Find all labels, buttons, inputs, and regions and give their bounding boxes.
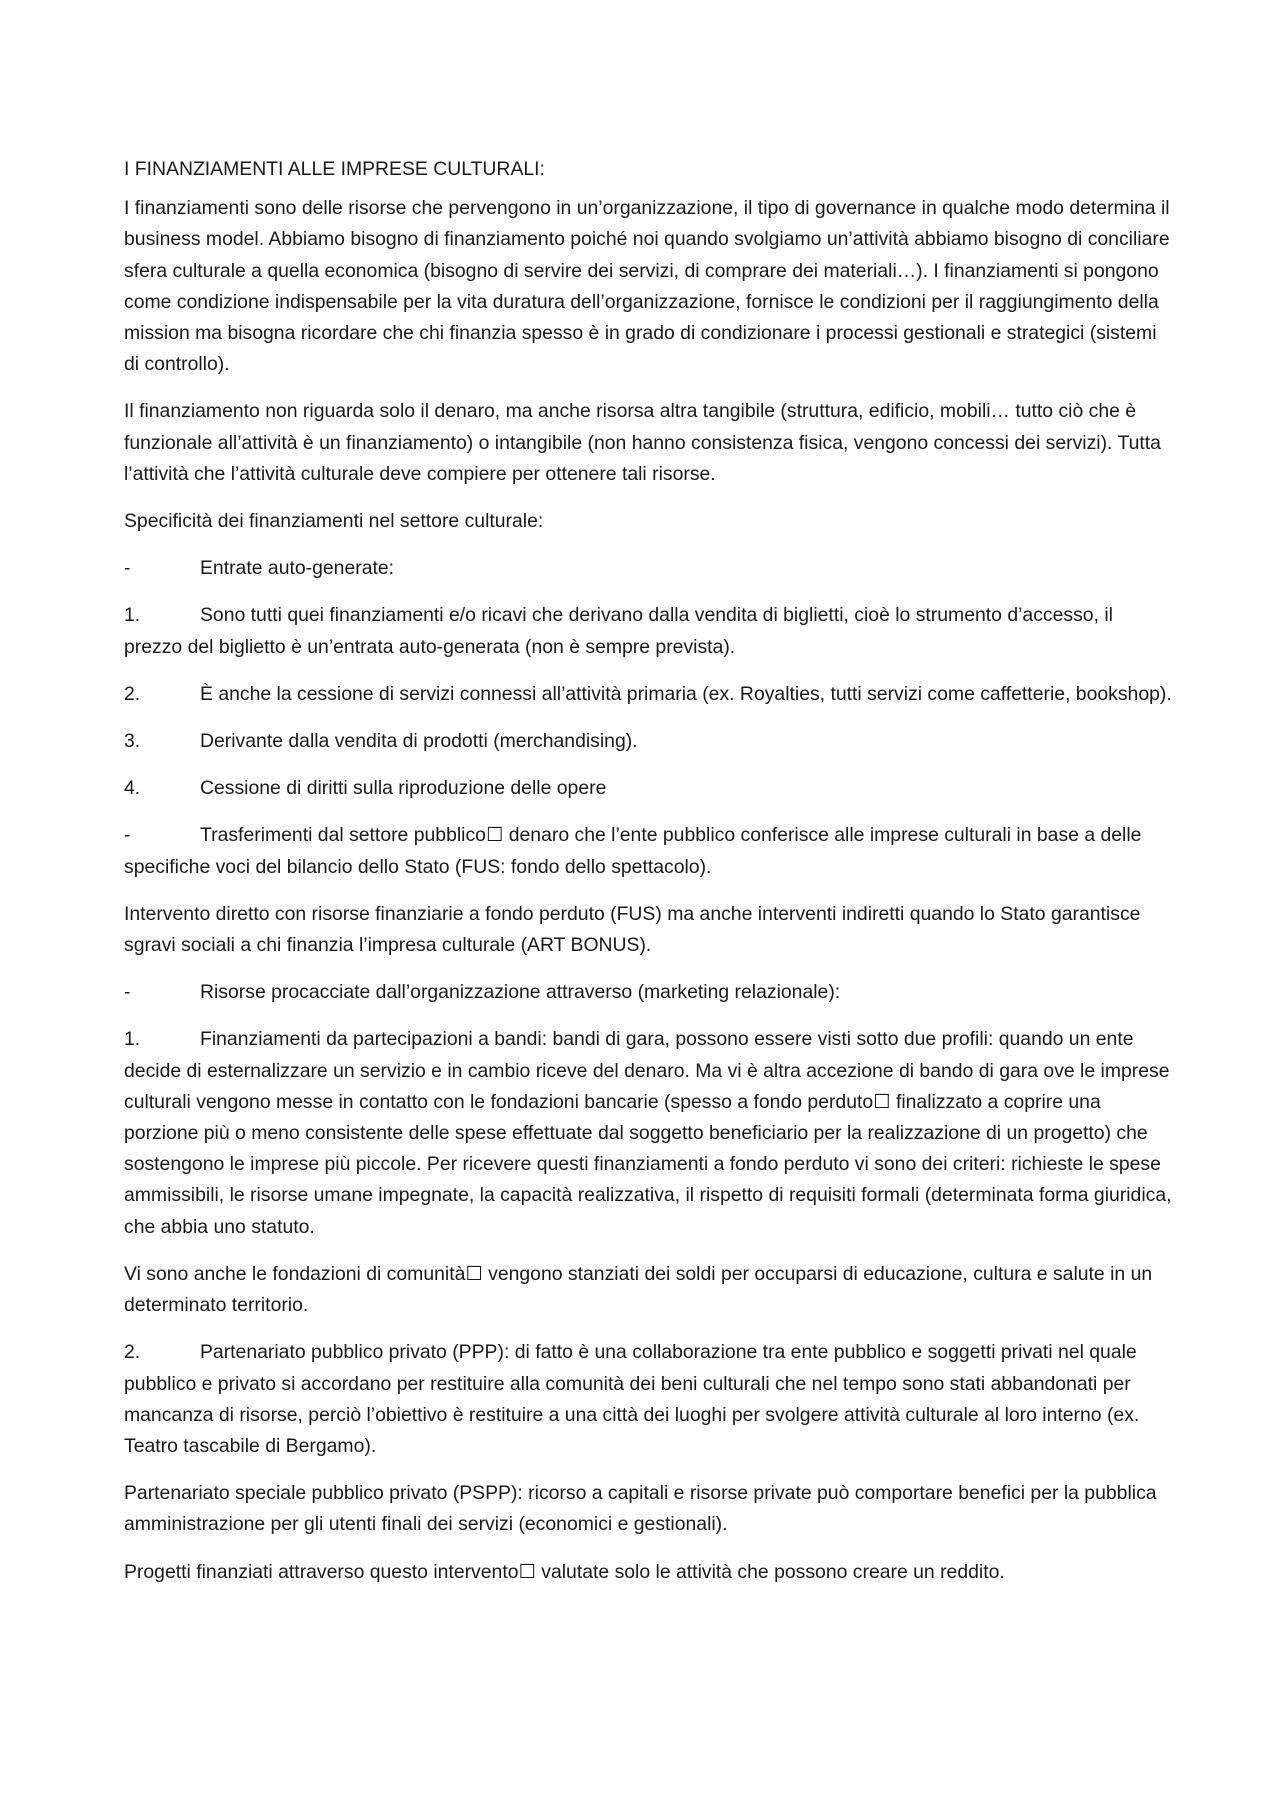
list-item-text: Trasferimenti dal settore pubblico☐ denaro che l’ente pubblico conferisce alle imprese culturali in base a delle specifiche voci del bilancio dello Stato (FUS: fondo dello spettacolo). <box>124 824 1142 878</box>
paragraph-intro: I finanziamenti sono delle risorse che pervengono in un’organizzazione, il tipo di governance in qualche modo determina il business model. Abbiamo bisogno di finanziamento poiché noi quando svolgiamo un’attività abbiamo bisogno di conciliare sfera culturale a quella economica (bisogno di servire dei servizi, di comprare dei materiali…). I finanziamenti si pongono come condizione indispensabile per la vita duratura dell’organizzazione, fornisce le condizioni per il raggiungimento della mission ma bisogna ricordare che chi finanzia spesso è in grado di condizionare i processi gestionali e strategici (sistemi di controllo). <box>124 197 1170 376</box>
paragraph-community-foundations: Vi sono anche le fondazioni di comunità☐ vengono stanziati dei soldi per occuparsi di educazione, cultura e salute in un determinato territorio. <box>124 1262 1153 1317</box>
list-item-text: Sono tutti quei finanziamenti e/o ricavi che derivano dalla vendita di biglietti, cioè lo strumento d’accesso, il prezzo del biglietto è un’entrata auto-generata (non è sempre prevista). <box>124 604 1113 658</box>
list-item-numbered <box>124 773 1176 804</box>
list-item-text: Derivante dalla vendita di prodotti (merchandising). <box>200 730 638 753</box>
list-item-text: Risorse procacciate dall’organizzazione attraverso (marketing relazionale): <box>200 981 841 1004</box>
list-item-text: Entrate auto-generate: <box>200 557 395 580</box>
paragraph-funded-projects: Progetti finanziati attraverso questo intervento☐ valutate solo le attività che possono creare un reddito. <box>124 1560 1005 1583</box>
paragraph-direct-intervention: Intervento diretto con risorse finanziarie a fondo perduto (FUS) ma anche interventi indiretti quando lo Stato garantisce sgravi sociali a chi finanzia l’impresa culturale (ART BONUS). <box>124 902 1141 957</box>
list-item-numbered <box>124 679 1176 710</box>
list-marker: 1. <box>124 1028 141 1051</box>
list-item-dash <box>124 820 1176 882</box>
list-item-numbered <box>124 1024 1176 1242</box>
list-item-text: Partenariato pubblico privato (PPP): di fatto è una collaborazione tra ente pubblico e soggetti privati nel quale pubblico e privato si accordano per restituire alla comunità dei beni culturali che nel tempo sono stati abbandonati per mancanza di risorse, perciò l’obiettivo è restituire a una città dei luoghi per svolgere attività culturale al loro interno (ex. Teatro tascabile di Bergamo). <box>124 1341 1140 1457</box>
list-item-numbered <box>124 1337 1176 1462</box>
list-marker: - <box>124 981 131 1004</box>
list-marker: 1. <box>124 604 141 627</box>
list-marker: 3. <box>124 730 141 753</box>
list-marker: - <box>124 557 131 580</box>
list-item-numbered <box>124 600 1176 662</box>
list-item-dash <box>124 553 1176 584</box>
document-page <box>124 154 1176 1604</box>
list-marker: - <box>124 824 131 847</box>
list-marker: 2. <box>124 682 141 705</box>
paragraph-specificity: Specificità dei finanziamenti nel settore culturale: <box>124 510 544 533</box>
list-item-dash <box>124 977 1176 1008</box>
list-marker: 4. <box>124 777 141 800</box>
list-item-text: Finanziamenti da partecipazioni a bandi: bandi di gara, possono essere visti sotto due profili: quando un ente decide di esternalizzare un servizio e in cambio riceve del denaro. Ma vi è altra accezione di bando di gara ove le imprese culturali vengono messe in contatto con le fondazioni bancarie (spesso a fondo perduto☐ finalizzato a coprire una porzione più o meno consistente delle spese effettuate dal soggetto beneficiario per la realizzazione di un progetto) che sostengono le imprese più piccole. Per ricevere questi finanziamenti a fondo perduto vi sono dei criteri: richieste le spese ammissibili, le risorse umane impegnate, la capacità realizzativa, il rispetto di requisiti formali (determinata forma giuridica, che abbia uno statuto. <box>124 1028 1172 1238</box>
list-item-numbered <box>124 726 1176 757</box>
paragraph-tangible: Il finanziamento non riguarda solo il denaro, ma anche risorsa altra tangibile (struttura, edificio, mobili… tutto ciò che è funzionale all’attività è un finanziamento) o intangibile (non hanno consistenza fisica, vengono concessi dei servizi). Tutta l’attività che l’attività culturale deve compiere per ottenere tali risorse. <box>124 400 1161 485</box>
paragraph-pspp: Partenariato speciale pubblico privato (PSPP): ricorso a capitali e risorse private può comportare benefici per la pubblica amministrazione per gli utenti finali dei servizi (economici e gestionali). <box>124 1482 1157 1536</box>
list-item-text: È anche la cessione di servizi connessi all’attività primaria (ex. Royalties, tutti servizi come caffetterie, bookshop). <box>200 682 1172 705</box>
list-marker: 2. <box>124 1341 141 1364</box>
list-item-text: Cessione di diritti sulla riproduzione delle opere <box>200 777 607 800</box>
document-title: I FINANZIAMENTI ALLE IMPRESE CULTURALI: <box>124 158 545 180</box>
